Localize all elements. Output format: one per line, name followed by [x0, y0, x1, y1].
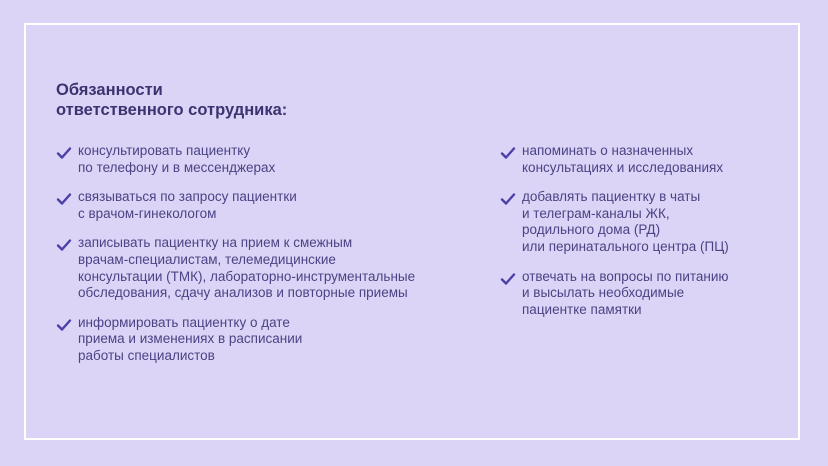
- duty-line: родильного дома (РД): [522, 222, 661, 238]
- duty-item: [56, 189, 456, 222]
- duty-item: [56, 235, 456, 301]
- duty-item: [56, 143, 456, 176]
- duty-line: консультации (ТМК), лабораторно-инструментальные: [78, 268, 416, 284]
- checkmark-icon: [56, 237, 72, 253]
- duty-line: связываться по запросу пациентки: [78, 189, 297, 205]
- duty-item: [56, 315, 456, 365]
- checkmark-icon: [56, 145, 72, 161]
- duty-line: с врачом-гинекологом: [78, 205, 217, 221]
- checkmark-icon: [500, 145, 516, 161]
- duty-line: добавлять пациентку в чаты: [522, 189, 701, 205]
- duty-line: консультировать пациентку: [78, 143, 251, 158]
- left-duties-list: [56, 143, 456, 378]
- checkmark-icon: [56, 317, 72, 333]
- title-line: Обязанности: [56, 81, 163, 99]
- duty-line: пациентке памятки: [522, 301, 642, 317]
- duty-line: и телеграм-каналы ЖК,: [522, 205, 670, 221]
- duty-line: отвечать на вопросы по питанию: [522, 268, 729, 284]
- duty-text: [522, 143, 790, 176]
- duty-text: [78, 235, 456, 301]
- duty-text: [78, 315, 456, 365]
- duty-line: консультациях и исследованиях: [522, 159, 724, 175]
- duty-line: напоминать о назначенных: [522, 143, 694, 158]
- duty-text: [522, 269, 790, 319]
- duty-item: [500, 143, 790, 176]
- duty-line: и высылать необходимые: [522, 285, 685, 301]
- title-line: ответственного сотрудника:: [56, 101, 288, 119]
- slide-title: [56, 80, 386, 120]
- checkmark-icon: [500, 191, 516, 207]
- duty-line: информировать пациентку о дате: [78, 314, 290, 330]
- duty-line: приема и изменениях в расписании: [78, 331, 303, 347]
- duty-item: [500, 189, 790, 255]
- duty-text: [522, 189, 790, 255]
- duty-text: [78, 189, 456, 222]
- duty-line: по телефону и в мессенджерах: [78, 159, 276, 175]
- duty-text: [78, 143, 456, 176]
- duty-line: записывать пациентку на прием к смежным: [78, 235, 353, 251]
- checkmark-icon: [500, 271, 516, 287]
- duty-line: работы специалистов: [78, 347, 215, 363]
- checkmark-icon: [56, 191, 72, 207]
- right-duties-list: [500, 143, 790, 331]
- duty-line: обследования, сдачу анализов и повторные приемы: [78, 285, 408, 301]
- duty-line: или перинатального центра (ПЦ): [522, 238, 729, 254]
- duty-line: врачам-специалистам, телемедицинские: [78, 251, 336, 267]
- duty-item: [500, 269, 790, 319]
